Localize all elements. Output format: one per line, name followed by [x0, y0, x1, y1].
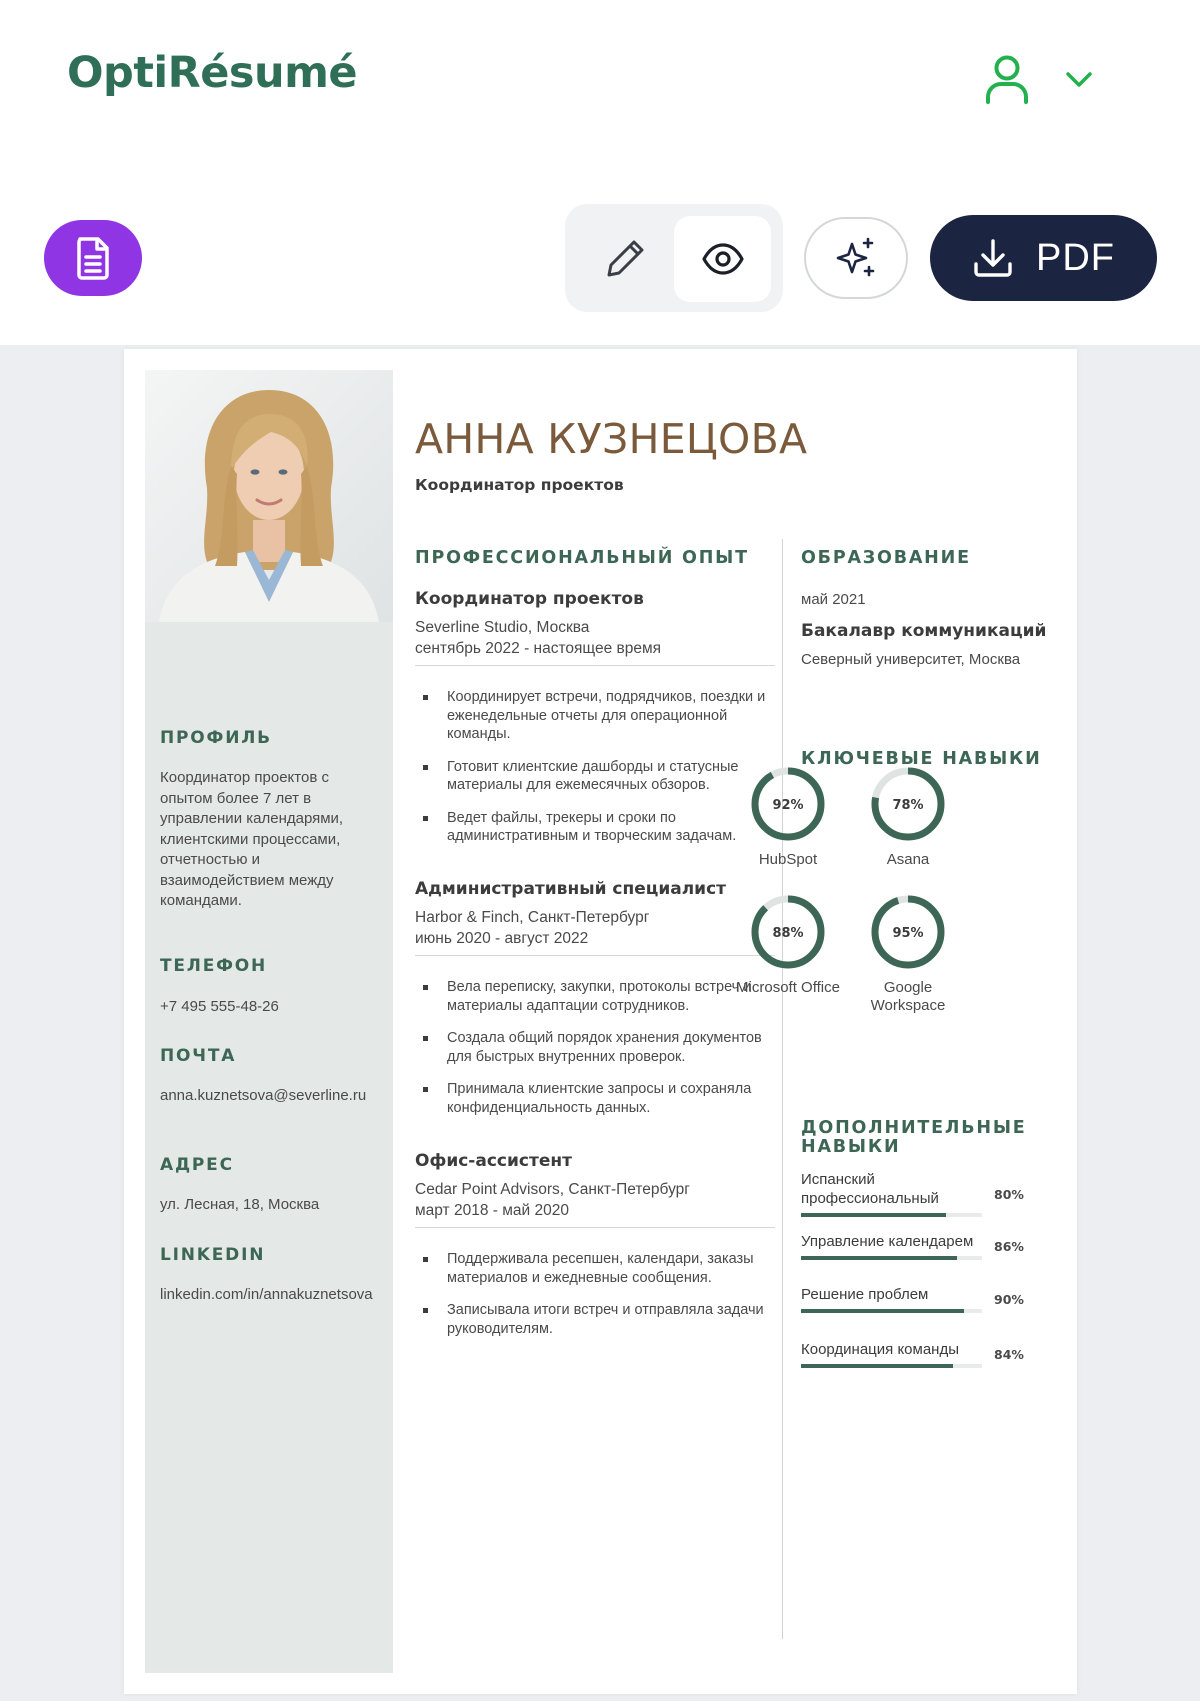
extra-skill-bar — [801, 1309, 982, 1313]
extra-skill-bar — [801, 1256, 982, 1260]
job-company: Cedar Point Advisors, Санкт-Петербург — [415, 1181, 690, 1198]
account-dropdown-button[interactable] — [1062, 64, 1096, 94]
address-value: ул. Лесная, 18, Москва — [160, 1196, 320, 1213]
edit-mode-button[interactable] — [585, 218, 667, 298]
profile-photo — [145, 370, 393, 622]
phone-value: +7 495 555-48-26 — [160, 998, 279, 1015]
extra-skill-bar-fill — [801, 1256, 957, 1260]
education-date: май 2021 — [801, 591, 866, 608]
skill-ring-value: 92% — [772, 798, 804, 813]
bullet-item: Принимала клиентские запросы и сохраняла конфиденциальность данных. — [447, 1080, 775, 1117]
extra-skill-label: Решение проблем — [801, 1286, 929, 1303]
extra-skill-row — [801, 1171, 1041, 1208]
skill-ring-label: Google Workspace — [870, 979, 946, 1014]
job-role: Координатор проектов — [415, 589, 644, 609]
divider — [415, 1227, 775, 1228]
skill-ring — [728, 893, 848, 997]
extra-skill-bar-fill — [801, 1364, 953, 1368]
job-dates: июнь 2020 - август 2022 — [415, 930, 589, 947]
documents-button[interactable] — [44, 220, 142, 296]
skill-ring — [848, 893, 968, 1015]
education-degree: Бакалавр коммуникаций — [801, 621, 1047, 641]
extra-skill-label: Испанский профессиональный — [801, 1171, 939, 1207]
linkedin-heading: LINKEDIN — [160, 1245, 266, 1265]
skill-ring-chart — [749, 765, 827, 843]
pencil-icon — [604, 236, 648, 280]
extra-skill-row — [801, 1233, 1041, 1252]
experience-item — [415, 1151, 775, 1352]
job-bullets — [415, 978, 775, 1117]
bullet-item: Поддерживала ресепшен, календари, заказы материалов и ежедневные сообщения. — [447, 1250, 775, 1287]
email-heading: ПОЧТА — [160, 1046, 237, 1066]
extra-skills-heading: ДОПОЛНИТЕЛЬНЫЕ НАВЫКИ — [801, 1118, 1027, 1157]
document-icon — [73, 235, 113, 281]
job-company: Severline Studio, Москва — [415, 619, 590, 636]
extra-skill-percent: 84% — [994, 1347, 1024, 1362]
job-role: Административный специалист — [415, 879, 727, 899]
bullet-item: Ведет файлы, трекеры и сроки по административным и творческим задачам. — [447, 809, 775, 846]
education-heading: ОБРАЗОВАНИЕ — [801, 548, 971, 568]
extra-skill-percent: 90% — [994, 1292, 1024, 1307]
job-dates: март 2018 - май 2020 — [415, 1202, 569, 1219]
education-school: Северный университет, Москва — [801, 651, 1021, 668]
job-bullets — [415, 688, 775, 846]
extra-skill-label: Управление календарем — [801, 1233, 974, 1250]
extra-skill-bar-fill — [801, 1309, 964, 1313]
bullet-item: Вела переписку, закупки, протоколы встреч и материалы адаптации сотрудников. — [447, 978, 775, 1015]
experience-item — [415, 589, 775, 860]
download-icon — [972, 237, 1014, 279]
skill-ring-value: 88% — [772, 926, 804, 941]
divider — [415, 665, 775, 666]
extra-skill-bar — [801, 1213, 982, 1217]
preview-mode-button[interactable] — [674, 216, 771, 302]
divider — [415, 955, 775, 956]
extra-skill-bar — [801, 1364, 982, 1368]
bullet-item: Координирует встречи, подрядчиков, поездки и еженедельные отчеты для операционной команды. — [447, 688, 775, 744]
resume-sidebar — [145, 370, 393, 1673]
user-menu-button[interactable] — [982, 52, 1032, 106]
extra-skill-percent: 80% — [994, 1187, 1024, 1202]
ai-assist-button[interactable] — [804, 217, 908, 299]
skill-ring-label: Asana — [886, 851, 930, 868]
profile-heading: ПРОФИЛЬ — [160, 728, 272, 748]
experience-heading: ПРОФЕССИОНАЛЬНЫЙ ОПЫТ — [415, 548, 749, 568]
skill-ring-chart — [749, 893, 827, 971]
candidate-title: Координатор проектов — [415, 476, 624, 494]
skill-ring — [848, 765, 968, 869]
extra-skill-percent: 86% — [994, 1239, 1024, 1254]
phone-heading: ТЕЛЕФОН — [160, 956, 268, 976]
app-logo[interactable]: OptiRésumé — [67, 48, 358, 98]
skill-ring-chart — [869, 893, 947, 971]
linkedin-value: linkedin.com/in/annakuznetsova — [160, 1286, 373, 1303]
key-skills-heading: КЛЮЧЕВЫЕ НАВЫКИ — [801, 749, 1042, 769]
extra-skill-row — [801, 1286, 1041, 1305]
user-icon — [982, 52, 1032, 106]
extra-skill-row — [801, 1341, 1041, 1360]
chevron-down-icon — [1062, 64, 1096, 94]
skill-ring-value: 78% — [892, 798, 924, 813]
skill-ring — [728, 765, 848, 869]
skill-ring-label: HubSpot — [758, 851, 818, 868]
address-heading: АДРЕС — [160, 1155, 234, 1175]
sparkles-icon — [834, 236, 878, 280]
skill-ring-chart — [869, 765, 947, 843]
experience-item — [415, 879, 775, 1131]
bullet-item: Создала общий порядок хранения документов для быстрых внутренних проверок. — [447, 1029, 775, 1066]
job-company: Harbor & Finch, Санкт-Петербург — [415, 909, 650, 926]
bullet-item: Готовит клиентские дашборды и статусные материалы для ежемесячных обзоров. — [447, 758, 775, 795]
bullet-item: Записывала итоги встреч и отправляла задачи руководителям. — [447, 1301, 775, 1338]
job-dates: сентябрь 2022 - настоящее время — [415, 640, 662, 657]
profile-summary: Координатор проектов с опытом более 7 лет в управлении календарями, клиентскими процессами, отчетностью и взаимодействием между командами. — [160, 769, 344, 909]
candidate-name: АННА КУЗНЕЦОВА — [415, 415, 808, 463]
eye-icon — [701, 243, 745, 275]
job-bullets — [415, 1250, 775, 1338]
column-divider — [782, 539, 783, 1639]
pdf-button-label: PDF — [1036, 236, 1115, 279]
resume-sheet — [124, 349, 1077, 1694]
extra-skill-label: Координация команды — [801, 1341, 959, 1358]
extra-skill-bar-fill — [801, 1213, 946, 1217]
download-pdf-button[interactable] — [930, 215, 1157, 301]
skill-ring-value: 95% — [892, 926, 924, 941]
app-header — [0, 0, 1200, 160]
email-value: anna.kuznetsova@severline.ru — [160, 1087, 367, 1104]
skill-ring-label: Microsoft Office — [736, 979, 840, 996]
job-role: Офис-ассистент — [415, 1151, 572, 1171]
view-mode-toggle — [565, 204, 783, 312]
